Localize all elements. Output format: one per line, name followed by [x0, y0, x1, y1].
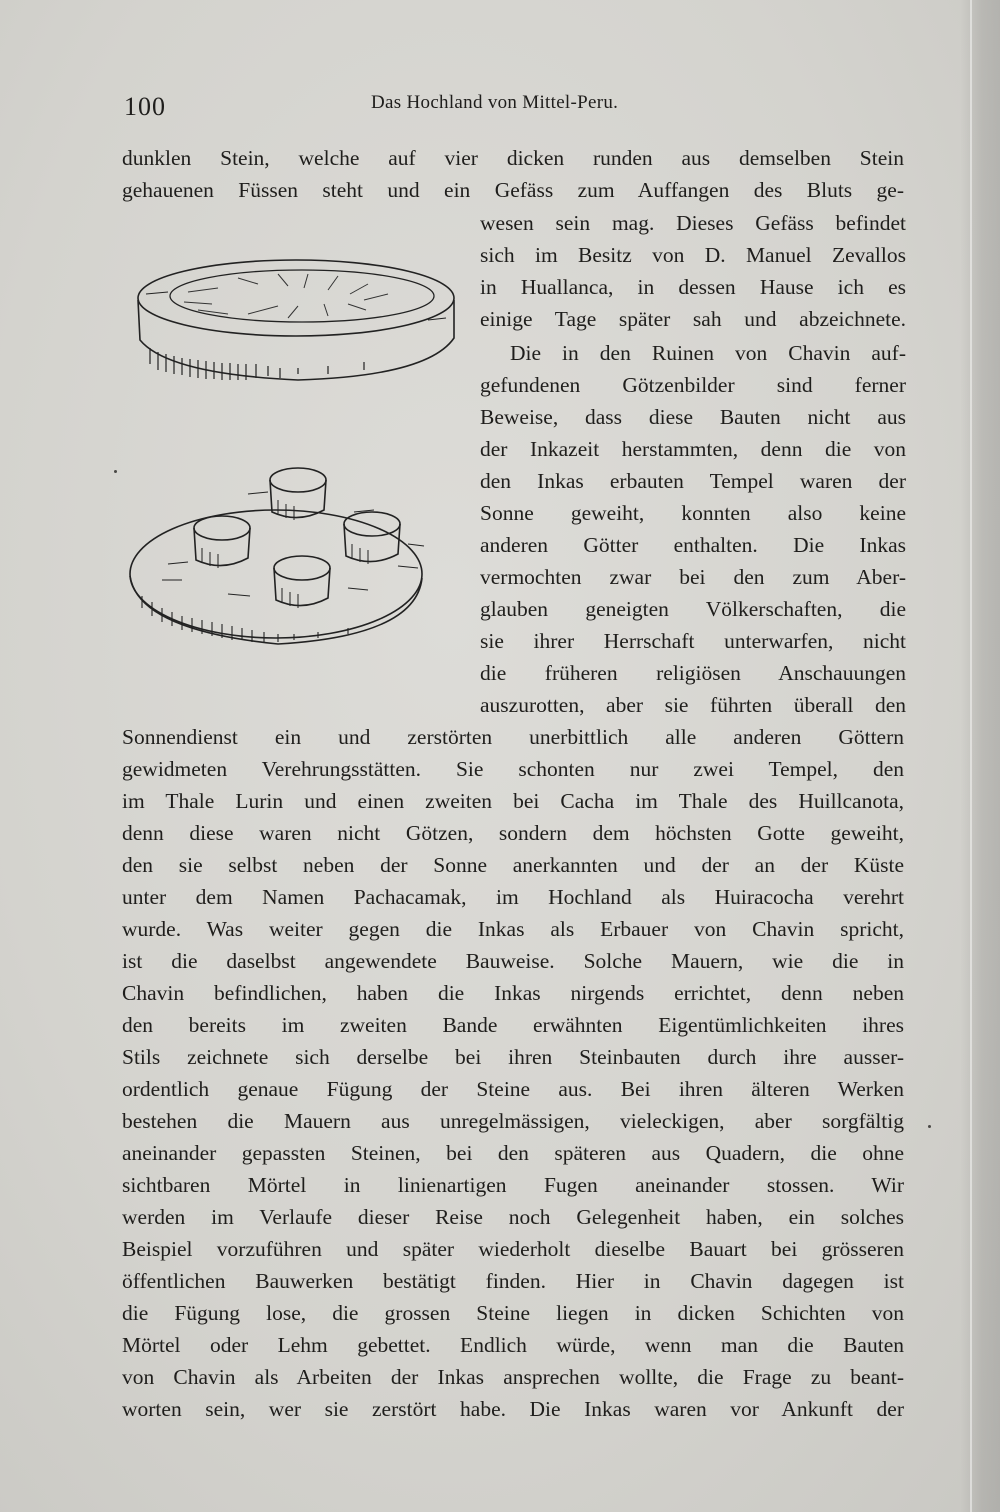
- body-line: Mörtel oder Lehm gebettet. Endlich würde, wenn man die Bauten: [122, 1333, 904, 1357]
- body-line: den bereits im zweiten Bande erwähnten Eigentümlichkeiten ihres: [122, 1013, 904, 1037]
- body-line: Chavin befindlichen, haben die Inkas nirgends errichtet, denn neben: [122, 981, 904, 1005]
- body-line: wesen sein mag. Dieses Gefäss befindet: [480, 211, 906, 235]
- body-line: Sonnendienst ein und zerstörten unerbittlich alle anderen Göttern: [122, 725, 904, 749]
- body-line: ordentlich genaue Fügung der Steine aus. Bei ihren älteren Werken: [122, 1077, 904, 1101]
- body-line: worten sein, wer sie zerstört habe. Die Inkas waren vor Ankunft der: [122, 1397, 904, 1421]
- body-line: die früheren religiösen Anschauungen: [480, 661, 906, 685]
- body-line: Sonne geweiht, konnten also keine: [480, 501, 906, 525]
- paper-speck: [114, 470, 117, 473]
- body-line: anderen Götter enthalten. Die Inkas: [480, 533, 906, 557]
- body-line: der Inkazeit herstammten, denn die von: [480, 437, 906, 461]
- body-line: dunklen Stein, welche auf vier dicken runden aus demselben Stein: [122, 146, 904, 170]
- body-line: gehauenen Füssen steht und ein Gefäss zum Auffangen des Bluts ge-: [122, 178, 904, 202]
- body-line: vermochten zwar bei den zum Aber-: [480, 565, 906, 589]
- stone-base-drawing: [130, 468, 424, 644]
- page-edge-shadow: [960, 0, 1000, 1512]
- body-line: im Thale Lurin und einen zweiten bei Cacha im Thale des Huillcanota,: [122, 789, 904, 813]
- stone-vessel-illustration: [128, 244, 468, 664]
- body-line: gewidmeten Verehrungsstätten. Sie schonten nur zwei Tempel, den: [122, 757, 904, 781]
- body-line: in Huallanca, in dessen Hause ich es: [480, 275, 906, 299]
- body-line: einige Tage später sah und abzeichnete.: [480, 307, 906, 331]
- body-line: den sie selbst neben der Sonne anerkannten und der an der Küste: [122, 853, 904, 877]
- body-line: ist die daselbst angewendete Bauweise. Solche Mauern, wie die in: [122, 949, 904, 973]
- body-line: sich im Besitz von D. Manuel Zevallos: [480, 243, 906, 267]
- body-line: öffentlichen Bauwerken bestätigt finden. Hier in Chavin dagegen ist: [122, 1269, 904, 1293]
- page-edge-line: [970, 0, 972, 1512]
- body-line: gefundenen Götzenbilder sind ferner: [480, 373, 906, 397]
- body-line: sie ihrer Herrschaft unterwarfen, nicht: [480, 629, 906, 653]
- running-title: Das Hochland von Mittel-Peru.: [371, 92, 619, 113]
- body-line: Stils zeichnete sich derselbe bei ihren Steinbauten durch ihre ausser-: [122, 1045, 904, 1069]
- page-number: 100: [124, 92, 166, 121]
- body-line: unter dem Namen Pachacamak, im Hochland als Huiracocha verehrt: [122, 885, 904, 909]
- body-line: Beweise, dass diese Bauten nicht aus: [480, 405, 906, 429]
- body-line: von Chavin als Arbeiten der Inkas ansprechen wollte, die Frage zu beant-: [122, 1365, 904, 1389]
- body-line: bestehen die Mauern aus unregelmässigen, vieleckigen, aber sorgfältig: [122, 1109, 904, 1133]
- body-line: auszurotten, aber sie führten überall den: [480, 693, 906, 717]
- paper-speck: [928, 1125, 931, 1128]
- body-line: wurde. Was weiter gegen die Inkas als Erbauer von Chavin spricht,: [122, 917, 904, 941]
- body-line: glauben geneigten Völkerschaften, die: [480, 597, 906, 621]
- body-line: aneinander gepassten Steinen, bei den späteren aus Quadern, die ohne: [122, 1141, 904, 1165]
- body-line: werden im Verlaufe dieser Reise noch Gelegenheit haben, ein solches: [122, 1205, 904, 1229]
- body-line: Beispiel vorzuführen und später wiederholt dieselbe Bauart bei grösseren: [122, 1237, 904, 1261]
- stone-bowl-drawing: [138, 260, 454, 380]
- body-line: sichtbaren Mörtel in linienartigen Fugen aneinander stossen. Wir: [122, 1173, 904, 1197]
- body-line: denn diese waren nicht Götzen, sondern dem höchsten Gotte geweiht,: [122, 821, 904, 845]
- body-line: den Inkas erbauten Tempel waren der: [480, 469, 906, 493]
- body-line: Die in den Ruinen von Chavin auf-: [510, 341, 906, 365]
- body-line: die Fügung lose, die grossen Steine liegen in dicken Schichten von: [122, 1301, 904, 1325]
